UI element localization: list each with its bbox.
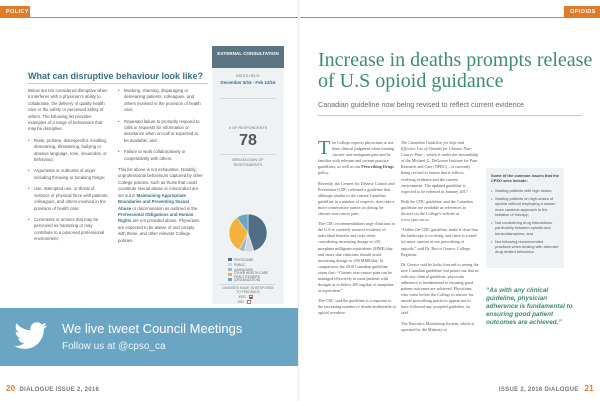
paragraph: The CDC said the guideline is a response to the increasing number of deaths attributable to opioid overdose.: [318, 298, 396, 316]
respondents-pie-chart: [228, 213, 268, 253]
paragraph: “Unlike the CDC guideline, make it clear that the landscape is evolving, and there is a need for more caution in our prescribing of opioids,” said Dr. Rocco Gerace, College Registrar.: [401, 227, 478, 257]
paragraph: The College expects physicians to use their clinical judgment when treating chronic non-malignant pain and be familiar with relevant and current practice guidelines, as well as our Prescribing Drugs policy.: [318, 137, 395, 176]
page-number: 20: [6, 384, 16, 393]
left-folio: [6, 384, 99, 393]
left-column-1: [28, 88, 110, 248]
bullet-icon: •: [28, 186, 30, 192]
drop-cap: T: [318, 137, 331, 159]
bullet-icon: •: [491, 238, 493, 244]
sidebar-divider: [220, 284, 276, 285]
bullet-icon: •: [491, 187, 493, 193]
yes-option: YES: [238, 295, 268, 299]
list-item: • Failure to work collaboratively or cooperatively with others.: [118, 149, 186, 161]
bullet-icon: •: [118, 88, 120, 93]
top-rule: [300, 17, 600, 18]
legend-swatch: [228, 268, 232, 271]
twitter-handle[interactable]: Follow us at @cpso_ca: [62, 341, 166, 352]
twitter-banner: [0, 308, 300, 366]
list-item: • Comments or actions that may be perceived as harassing or may contribute to a poisoned professional environment;: [28, 216, 105, 242]
pie-legend: [228, 257, 282, 282]
legend-item: [228, 272, 282, 277]
yes-checkbox: [249, 295, 253, 299]
right-folio: [499, 384, 594, 393]
dates-value: December 9/15 - Feb 12/16: [220, 80, 276, 85]
legend-swatch: [228, 258, 232, 261]
sidebar-divider: [220, 98, 276, 99]
twitter-bird-icon: [14, 321, 48, 351]
closing-paragraph: This list above is not exhaustive. Notably, unprofessional behaviours captured by other College policies, such as those that could constitute sexual abuse or misconduct are set out in Maintaining Appropriate Boundaries and Preventing Sexual Abuse or discrimination as outlined in the Professional Obligations and Human Rights are not provided above. Physicians are expected to be aware of and comply with these, and other relevant College policies.: [118, 167, 203, 243]
breakdown-label: BREAKDOWN OF RESPONDENTS: [232, 158, 264, 167]
legend-label: (ORGANIZATION): [234, 277, 261, 282]
top-rule: [0, 17, 300, 18]
no-option: NO: [238, 300, 268, 304]
paragraph: Both the CDC guideline, and the Canadian guideline are available as references to doctors on the College's website at www.cpso.on.ca.: [401, 198, 473, 223]
list-item: • Arguments or outbursts of anger including throwing or breaking things;: [28, 168, 105, 180]
list-item: • Repeated failure to promptly respond to calls or requests for information or assistance when on-call or expected to be available; and: [118, 118, 200, 143]
paragraph: The CDC recommendations urge clinicians in the U.S to carefully reassess evidence of individual benefits and risks when considering increasing dosage to ≥50 morphine milligram equivalents (MME)/day and states that clinicians should avoid increasing dosage to ≥90 MME/day. In comparison, the 2010 Canadian guideline states that: “Chronic non-cancer pain can be managed effectively in most patients with dosages at or below 200 mg/day of morphine or equivalent.”: [318, 221, 395, 294]
legend-swatch: [228, 263, 232, 266]
common-issues-callout: [486, 168, 564, 268]
no-checkbox: [247, 300, 251, 304]
article-deck: Canadian guideline now being revised to reflect current evidence: [318, 100, 525, 109]
deck-rule: [318, 115, 582, 116]
legend-label: OTHER HEALTH CARE PRACTITIONERS: [234, 270, 269, 279]
sidebar-divider: [220, 154, 276, 155]
paragraph: The Canadian Guideline for Safe and Effective Use of Opioids for Chronic Non-Cancer Pain – which is under the stewardship of the Michael G. DeGroote Institute for Pain Research and Care (NPRC) – is currently being revised to ensure that it reflects evolving evidence and the current environment. The updated guideline is expected to be released in January 2017.: [401, 140, 479, 194]
twitter-headline: We live tweet Council Meetings: [62, 321, 243, 336]
article-headline: Increase in deaths prompts release of U.S opioid guidance: [318, 49, 593, 92]
section-tab-policy: POLICY: [0, 6, 30, 18]
policy-link-boundaries[interactable]: Maintaining Appropriate Boundaries and Preventing Sexual Abuse: [118, 192, 189, 211]
intro-paragraph: Below are ten considered disruptive when it interferes with a physician’s ability to collaborate, the delivery of quality health care or the safety or perceived safety of others. The following list provides examples of a range of behaviours that may be disruptive.: [28, 88, 108, 132]
bullet-icon: •: [491, 195, 493, 201]
article-heading: What can disruptive behaviour look like?: [28, 71, 204, 81]
section-tab-opioids: OPIOIDS: [564, 6, 600, 18]
list-item: • Rude, profane, disrespectful, insulting, demeaning, threatening, bullying or abusive language, tone, innuendos, or behaviour;: [28, 137, 108, 163]
callout-heading: Some of the common issues that the CPSO sees include:: [491, 173, 559, 184]
policy-link-human-rights[interactable]: Professional Obligations and Human Rights: [118, 211, 194, 224]
consultation-sidebar: [212, 46, 284, 304]
bullet-icon: •: [28, 137, 30, 143]
bullet-icon: •: [28, 168, 30, 174]
paragraph: Recently, the Centers for Disease Control and Prevention (CDC) released a guideline that although similar to the current Canadian guideline in a number of respects, does take a more conservative stance on dosing for chronic non-cancer pain.: [318, 180, 395, 217]
legend-swatch: [228, 273, 232, 276]
pull-quote: “As with any clinical guideline, physician adherence is fundamental to ensuring good patient outcomes are achieved.”: [486, 287, 573, 326]
list-item: • Not following recommended practices when dealing with aberrant drug related behaviour: [491, 238, 559, 255]
legend-swatch: [228, 278, 232, 281]
list-item: • Mocking, shaming, disparaging or demeaning patients, colleagues, and others involved in the provision of health care;: [118, 88, 201, 113]
list-item: • Not considering drug interactions, particularly between opioids and benzodiazepines; and: [491, 219, 553, 236]
changes-label: CHANGES MADE IN RESPONSE TO FEEDBACK: [222, 286, 274, 294]
bullet-icon: •: [118, 118, 120, 124]
list-item: • Starting patients on high-doses of opioids without employing a slower more cautious approach to the initiation of therapy;: [491, 195, 556, 217]
sidebar-title: EXTERNAL CONSULTATION: [212, 46, 284, 68]
folio-title: ISSUE 2, 2016 DIALOGUE: [498, 387, 579, 393]
right-column-1: [318, 137, 396, 321]
paragraph: The Narcotics Monitoring System, which is operated by the Ministry of: [401, 320, 475, 332]
bullet-icon: •: [28, 216, 30, 222]
heading-rule: [28, 83, 208, 84]
right-column-2: [401, 140, 479, 337]
policy-link-prescribing[interactable]: Prescribing Drugs: [361, 164, 394, 170]
page-number: 21: [584, 384, 594, 393]
list-item: • Starting patients with high doses;: [491, 187, 553, 193]
legend-label: PHYSICIANS: [234, 257, 254, 262]
right-page: [300, 0, 600, 401]
legend-label: PUBLIC: [234, 262, 246, 267]
bullet-icon: •: [118, 149, 120, 155]
respondents-value: 78: [239, 132, 257, 149]
folio-title: DIALOGUE ISSUE 2, 2016: [19, 387, 100, 393]
legend-label: (UNKNOWN): [234, 267, 253, 272]
bullet-icon: •: [491, 219, 493, 225]
left-column-2: [118, 88, 203, 249]
dates-label: DATES HELD:: [235, 74, 261, 78]
paragraph: Dr. Gerace said he looks forward to seeing the new Canadian guideline, but points out that as with any clinical guideline, physician adherence is fundamental to ensuring good patient outcomes are achieved. Physicians who come before the College to answer for unsafe prescribing practices appear not to have followed any accepted guideline, he said.: [401, 261, 479, 316]
list-item: • Use, attempted use, or threat of violence or physical force with patients, colleagues, and others involved in the provision of health care;: [28, 186, 109, 211]
respondents-label: # OF RESPONDENTS: [228, 126, 268, 130]
